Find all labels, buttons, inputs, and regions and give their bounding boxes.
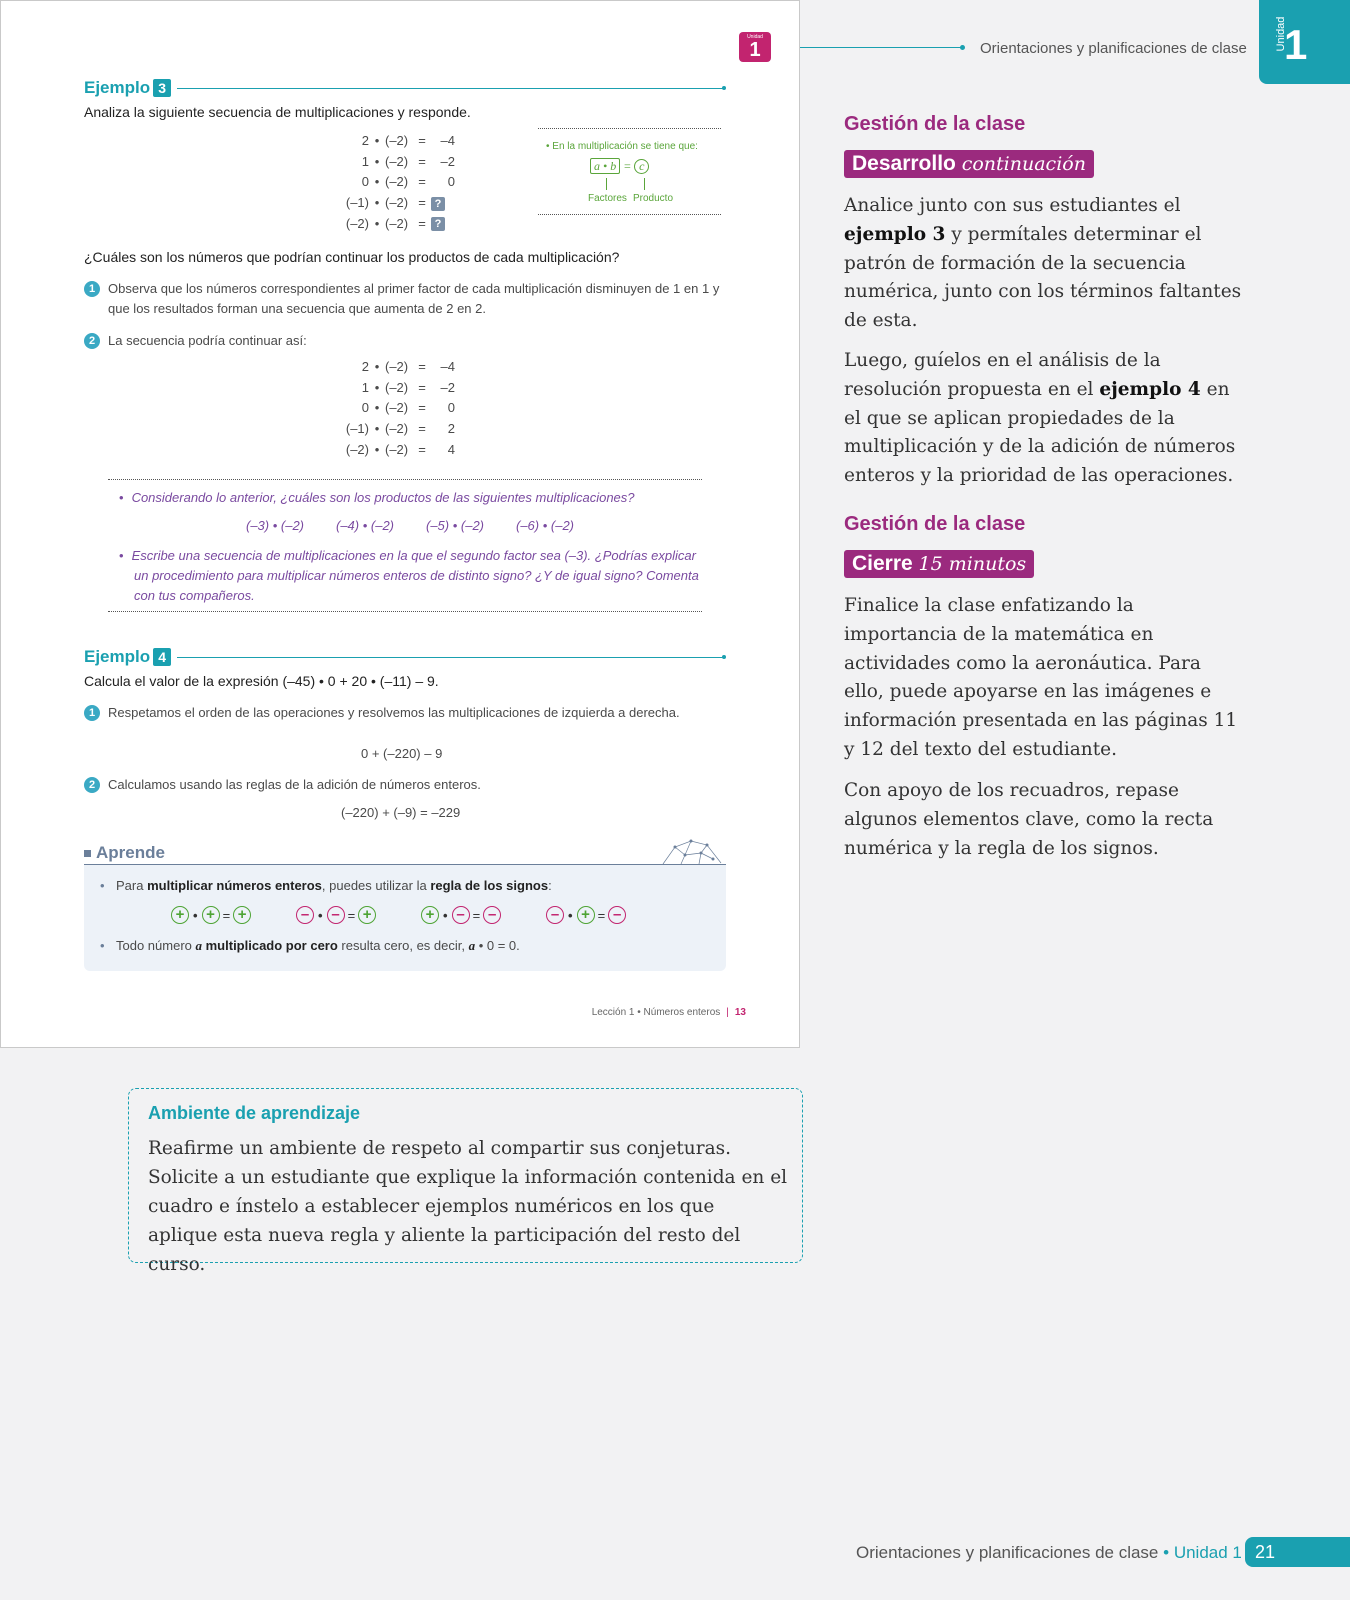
minus-sign-icon: – [296, 906, 314, 924]
equation-row [331, 419, 455, 440]
equation-a: 0 [361, 174, 369, 190]
activity-bullet-2-text: Escribe una secuencia de multiplicaciones en la que el segundo factor sea (–3). ¿Podrías explicar un procedimiento para multiplicar números enteros de distinto signo? ¿Y de igual signo? Comenta con tus compañeros. [131, 548, 699, 603]
example3-step2 [84, 331, 724, 351]
product-item: (–3) • (–2) [246, 518, 305, 533]
step-text: Respetamos el orden de las operaciones y resolvemos las multiplicaciones de izquierda a derecha. [108, 705, 680, 720]
unit-tab-label: Unidad [1275, 16, 1287, 52]
equation-b: (–2) [385, 441, 409, 457]
equation-a: 0 [361, 400, 369, 416]
product-item: (–4) • (–2) [336, 518, 395, 533]
equation-a: 2 [361, 359, 369, 374]
equation-b: (–2) [385, 174, 409, 190]
aprende-title: Aprende [96, 843, 165, 862]
equation-eq: = [418, 359, 426, 374]
equation-r: –4 [440, 133, 455, 148]
equation-eq: = [418, 195, 426, 211]
sign-rule: – • + = – [546, 906, 626, 924]
equation-op: • [374, 215, 380, 231]
label-product: Producto [633, 193, 674, 204]
equation-row [331, 378, 455, 399]
equation-op: • [374, 195, 380, 211]
example4-number: 4 [153, 648, 171, 666]
question-mark-icon: ? [431, 197, 445, 211]
guide-header-rule [800, 47, 963, 48]
equation-a: 1 [361, 379, 369, 395]
example3-question: ¿Cuáles son los números que podrían continuar los productos de cada multiplicación? [84, 249, 620, 265]
section1-paragraph-2: Luego, guíelos en el análisis de la resolución propuesta en el ejemplo 4 en el que se aplican propiedades de la multiplicación y de la adición de números enteros y la prioridad de las operaciones. [844, 350, 1236, 487]
example3-rule [177, 88, 724, 89]
step-number: 2 [84, 777, 100, 793]
equation-row [331, 214, 455, 235]
equation-a: (–1) [345, 195, 369, 211]
equation-op: • [374, 359, 380, 374]
plus-sign-icon: + [202, 906, 220, 924]
equation-op: • [374, 133, 380, 148]
equation-row [331, 357, 455, 378]
page-footer: Orientaciones y planificaciones de clase • Unidad 1 [856, 1543, 1242, 1562]
formula-eq: = [623, 159, 632, 173]
example3-label: Ejemplo [84, 78, 151, 97]
student-page [0, 0, 800, 1048]
equation-a: (–1) [345, 421, 369, 437]
plus-sign-icon: + [577, 906, 595, 924]
plus-sign-icon: + [421, 906, 439, 924]
page-number: 21 [1245, 1537, 1350, 1567]
example4-step1-result: 0 + (–220) – 9 [361, 746, 443, 761]
note-bottom-rule [538, 214, 721, 215]
example4-step1 [84, 703, 684, 723]
equation-r: –4 [440, 359, 455, 374]
equation-r: 0 [447, 400, 455, 416]
equation-op: • [374, 441, 380, 457]
equation-b: (–2) [385, 215, 409, 231]
sign-rule: + • – = – [421, 906, 501, 924]
footer-unit: Unidad 1 [1173, 1543, 1242, 1562]
section1-paragraph-1: Analice junto con sus estudiantes el ejemplo 3 y permítales determinar el patrón de formación de la secuencia numérica, junto con los términos faltantes de esta. [844, 195, 1242, 332]
aprende-line-2: • Todo número a multiplicado por cero resulta cero, es decir, a • 0 = 0. [100, 938, 520, 953]
sign-rule: – • – = + [296, 906, 376, 924]
equation-row [331, 172, 455, 193]
equation-eq: = [418, 421, 426, 437]
equation-b: (–2) [385, 195, 409, 211]
aprende-line-1: • Para multiplicar números enteros, puedes utilizar la regla de los signos: [100, 878, 552, 893]
question-mark-icon: ? [431, 217, 445, 231]
unit-badge-number: 1 [749, 39, 761, 61]
ambiente-title: Ambiente de aprendizaje [148, 1103, 361, 1123]
equation-a: 2 [361, 133, 369, 148]
student-page-footer: Lección 1 • Números enteros | 13 [591, 1007, 746, 1018]
section1-label: Desarrollo continuación [844, 150, 1094, 178]
unknown-box [429, 214, 455, 235]
equation-op: • [374, 379, 380, 395]
equation-row [331, 440, 455, 461]
equation-op: • [374, 400, 380, 416]
section1-title: Gestión de la clase [844, 113, 1026, 135]
equation-row [331, 398, 455, 419]
label-factors: Factores [588, 193, 627, 204]
minus-sign-icon: – [608, 906, 626, 924]
equation-op: • [374, 153, 380, 169]
footer-page-number: 13 [734, 1007, 746, 1018]
activity-bullet-2: • Escribe una secuencia de multiplicaciones en la que el segundo factor sea (–3). ¿Podrías explicar un procedimiento para multiplicar números enteros de distinto signo? ¿Y de igual signo? Comenta con tus compañeros. [119, 548, 699, 603]
example3-number: 3 [153, 79, 171, 97]
guide-header: Orientaciones y planificaciones de clase [980, 40, 1247, 57]
unit-badge [739, 32, 771, 62]
example3-heading [84, 78, 724, 98]
equation-eq: = [418, 400, 426, 416]
equation-row [331, 131, 455, 152]
equation-b: (–2) [385, 133, 409, 148]
equation-r: 4 [447, 441, 455, 457]
equation-eq: = [418, 215, 426, 231]
equation-a: (–2) [345, 441, 369, 457]
equation-b: (–2) [385, 359, 409, 374]
step-number: 1 [84, 281, 100, 297]
equation-row [331, 193, 455, 214]
unknown-box [429, 193, 455, 214]
example4-rule [177, 657, 724, 658]
step-number: 2 [84, 333, 100, 349]
activity-bullet-1-text: Considerando lo anterior, ¿cuáles son los productos de las siguientes multiplicaciones? [131, 490, 635, 505]
minus-sign-icon: – [546, 906, 564, 924]
multiplication-note [538, 127, 721, 215]
equation-a: 1 [361, 153, 369, 169]
equation-op: • [374, 174, 380, 190]
minus-sign-icon: – [483, 906, 501, 924]
example4-step2 [84, 775, 684, 795]
formula-c: c [634, 159, 649, 174]
unit-tab-number: 1 [1284, 21, 1308, 68]
factors-arrow [606, 178, 607, 190]
equation-row [331, 152, 455, 173]
step-text: La secuencia podría continuar así: [108, 333, 307, 348]
ambiente-text: Reafirme un ambiente de respeto al compartir sus conjeturas. Solicite a un estudiante que explique la información contenida en el cuadro e ínstelo a establecer ejemplos numéricos en los que aplique esta nueva regla y aliente la participación del resto del curso. [148, 1138, 788, 1275]
plus-sign-icon: + [358, 906, 376, 924]
equation-r: 2 [447, 421, 455, 437]
formula-ab: a • b [590, 158, 620, 174]
note-formula [590, 159, 649, 174]
activity-bullet-1: • Considerando lo anterior, ¿cuáles son los productos de las siguientes multiplicaciones? [119, 490, 635, 505]
product-item: (–5) • (–2) [426, 518, 485, 533]
equation-b: (–2) [385, 153, 409, 169]
note-text: • En la multiplicación se tiene que: [546, 141, 698, 152]
equation-b: (–2) [385, 400, 409, 416]
activity-bottom-rule [108, 611, 702, 612]
step-text: Calculamos usando las reglas de la adición de números enteros. [108, 777, 481, 792]
equation-eq: = [418, 441, 426, 457]
example4-label: Ejemplo [84, 647, 151, 666]
example4-heading [84, 647, 724, 667]
equation-r: 0 [447, 174, 455, 190]
product-item: (–6) • (–2) [516, 518, 575, 533]
section2-paragraph-1: Finalice la clase enfatizando la importancia de la matemática en actividades como la aeronáutica. Para ello, puede apoyarse en las imágenes e información presentada en las páginas 11 y 12 del texto del estudiante. [844, 595, 1238, 760]
step-text: Observa que los números correspondientes al primer factor de cada multiplicación disminuyen de 1 en 1 y que los resultados forman una secuencia que aumenta de 2 en 2. [108, 281, 720, 316]
example3-equations-continued [331, 357, 455, 460]
example3-equations [331, 131, 455, 234]
equation-op: • [374, 421, 380, 437]
example3-intro: Analiza la siguiente secuencia de multiplicaciones y responde. [84, 104, 471, 120]
sign-rule: + • + = + [171, 906, 251, 924]
minus-sign-icon: – [452, 906, 470, 924]
equation-r: –2 [440, 153, 455, 169]
minus-sign-icon: – [327, 906, 345, 924]
footer-lesson: Lección 1 • Números enteros [591, 1007, 721, 1018]
equation-eq: = [418, 133, 426, 148]
example4-step2-result: (–220) + (–9) = –229 [341, 805, 461, 820]
activity-top-rule [108, 479, 702, 480]
equation-eq: = [418, 379, 426, 395]
equation-r: –2 [440, 379, 455, 395]
example3-step1 [84, 279, 724, 318]
section2-label: Cierre 15 minutos [844, 550, 1034, 578]
equation-b: (–2) [385, 379, 409, 395]
footer-text: Orientaciones y planificaciones de clase [856, 1543, 1159, 1562]
equation-eq: = [418, 153, 426, 169]
plus-sign-icon: + [233, 906, 251, 924]
aprende-heading [84, 843, 165, 863]
section2-title: Gestión de la clase [844, 513, 1026, 535]
unit-badge-label: Unidad [747, 34, 763, 40]
example4-intro: Calcula el valor de la expresión (–45) • 0 + 20 • (–11) – 9. [84, 673, 439, 689]
plus-sign-icon: + [171, 906, 189, 924]
product-arrow [644, 178, 645, 190]
ambiente-box [128, 1088, 803, 1275]
equation-a: (–2) [345, 215, 369, 231]
unit-tab [1259, 0, 1350, 84]
section2-paragraph-2: Con apoyo de los recuadros, repase algunos elementos clave, como la recta numérica y la regla de los signos. [844, 780, 1214, 859]
equation-eq: = [418, 174, 426, 190]
network-decoration-icon [661, 837, 725, 865]
equation-b: (–2) [385, 421, 409, 437]
step-number: 1 [84, 705, 100, 721]
